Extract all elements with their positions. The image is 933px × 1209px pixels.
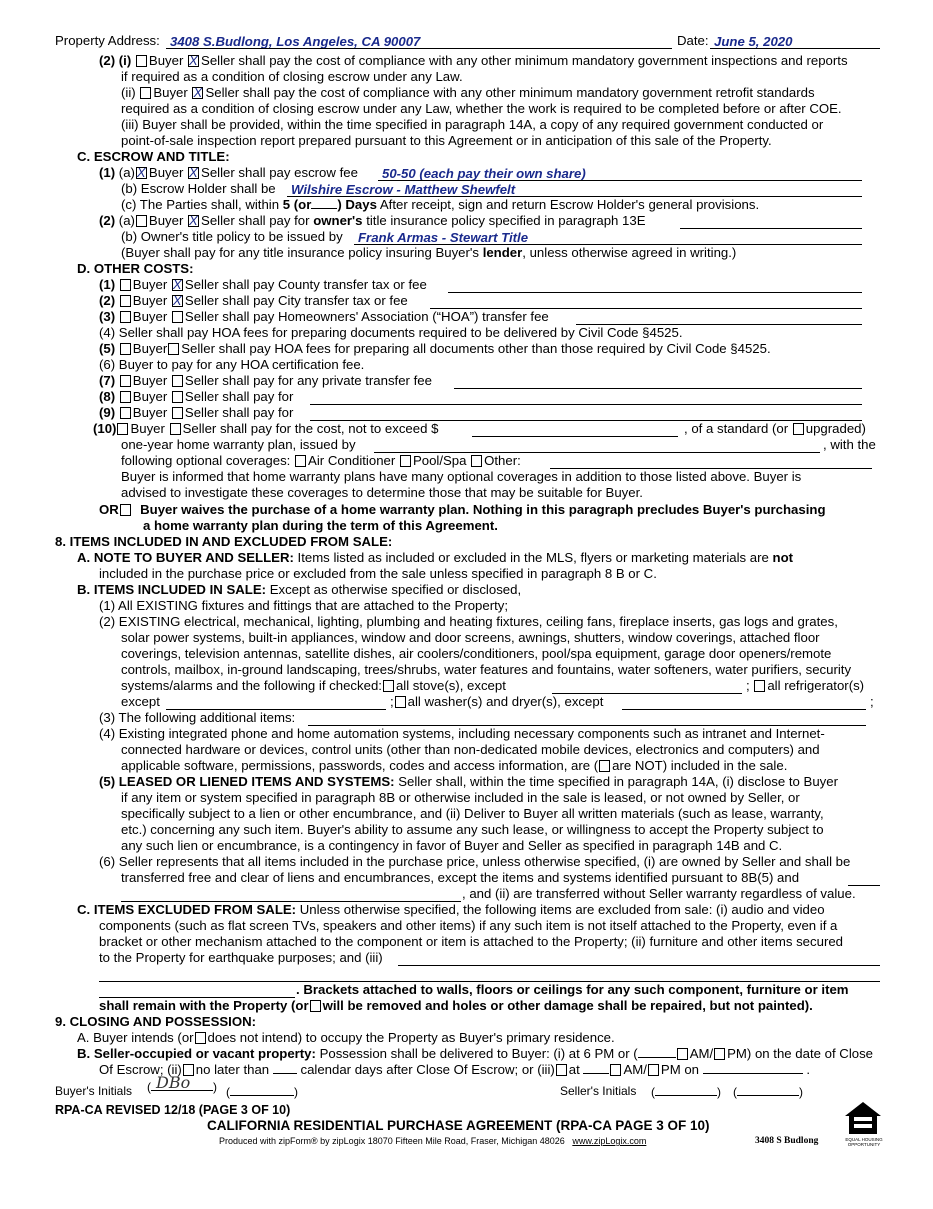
warranty-coverages-line: following optional coverages: Air Conditioner Pool/Spa Other: [121, 453, 521, 468]
other-costs-heading: D. OTHER COSTS: [77, 261, 194, 276]
date-value[interactable]: June 5, 2020 [714, 34, 793, 49]
warranty-amount-underline[interactable] [472, 436, 678, 437]
warranty-with-text: , with the [823, 437, 876, 452]
other-cost-8-underline [310, 404, 862, 405]
leased-l2: if any item or system specified in paragraph 8B or otherwise included in the sale is leased, or not owned by Seller, or [121, 790, 800, 805]
checkbox-waive-warranty[interactable] [120, 504, 131, 516]
checkbox-automation-not-included[interactable] [599, 760, 610, 772]
lender-policy-line: (Buyer shall pay for any title insurance policy insuring Buyer's lender, unless otherwise agreed in writing.) [121, 245, 737, 260]
leased-l5: any such lien or encumbrance, is a contingency in favor of Buyer and Seller as specified in paragraph 14B and C. [121, 838, 783, 853]
buyer-initials-field-2[interactable]: ( ) [226, 1085, 298, 1099]
possession-date-input[interactable] [703, 1062, 803, 1074]
refrigerators-text: ; all refrigerator(s) [746, 678, 865, 693]
checkbox-possession-am[interactable] [677, 1048, 688, 1060]
checkbox-air-conditioner[interactable] [295, 455, 306, 467]
address-value[interactable]: 3408 S.Budlong, Los Angeles, CA 90007 [170, 34, 421, 49]
represents-l3: , and (ii) are transferred without Seller warranty regardless of value. [462, 886, 856, 901]
warranty-info-line1: Buyer is informed that home warranty plans have many optional coverages in addition to those listed above. Buyer is [121, 469, 802, 484]
checkbox-seller-private-transfer[interactable] [172, 375, 183, 387]
checkbox-buyer-warranty[interactable] [117, 423, 128, 435]
form-id: RPA-CA REVISED 12/18 (PAGE 3 OF 10) [55, 1103, 291, 1117]
washers-except-underline[interactable] [622, 709, 866, 710]
buyer-initials-label: Buyer's Initials [55, 1084, 132, 1098]
title-issuer-value[interactable]: Frank Armas - Stewart Title [358, 230, 529, 245]
possession-time-input[interactable] [638, 1046, 676, 1058]
automation-l1: (4) Existing integrated phone and home automation systems, including necessary components such as intranet and Internet- [99, 726, 825, 741]
date-label: Date: [677, 33, 709, 48]
checkbox-seller-escrow-fee[interactable] [188, 167, 199, 179]
automation-l3: applicable software, permissions, passwords, codes and access information, are ( are NOT) included in the sale. [121, 758, 788, 773]
checkbox-buyer-hoa-transfer[interactable] [120, 311, 131, 323]
address-label: Property Address: [55, 33, 160, 48]
seller-initials-field-1[interactable]: ( ) [651, 1085, 721, 1099]
date-line [710, 48, 880, 49]
title-issuer-label: (b) Owner's title policy to be issued by [121, 229, 343, 244]
sec7b-line4: required as a condition of closing escrow under any Law, whether the work is required to be completed before or after COE. [121, 101, 842, 116]
checkbox-buyer-escrow-fee[interactable] [136, 167, 147, 179]
checkbox-seller-inspections[interactable] [188, 55, 199, 67]
automation-l2: connected hardware or devices, control units (other than non-dedicated mobile devices, electronics and computers) and [121, 742, 820, 757]
checkbox-brackets-removed[interactable] [310, 1000, 321, 1012]
included-fixtures: (1) All EXISTING fixtures and fittings that are attached to the Property; [99, 598, 509, 613]
note-line2: included in the purchase price or excluded from the sale unless specified in paragraph 8 B or C. [99, 566, 657, 581]
sec7b-line5: (iii) Buyer shall be provided, within the time specified in paragraph 14A, a copy of any required government conducted or [121, 117, 824, 132]
checkbox-stoves[interactable] [383, 680, 394, 692]
checkbox-buyer-city-tax[interactable] [120, 295, 131, 307]
other-cost-8-line: (8) Buyer Seller shall pay for [99, 389, 294, 404]
brackets-l2: shall remain with the Property (or will be removed and holes or other damage shall be repaired, but not painted). [99, 998, 813, 1013]
included-existing-l4: controls, mailbox, in-ground landscaping, trees/shrubs, water features and fountains, water softeners, water purifiers, security [121, 662, 852, 677]
included-existing-l3: coverings, television antennas, satellite dishes, air coolers/conditioners, pool/spa equipment, garage door openers/remote [121, 646, 832, 661]
hoa-other-docs-line: (5) Buyer Seller shall pay HOA fees for preparing all documents other than those required by Civil Code §4525. [99, 341, 771, 356]
escrow-days-input[interactable] [311, 197, 337, 209]
escrow-holder-value[interactable]: Wilshire Escrow - Matthew Shewfelt [291, 182, 516, 197]
checkbox-warranty-upgraded[interactable] [793, 423, 804, 435]
warranty-info-line2: advised to investigate these coverages to determine those that may be suitable for Buyer. [121, 485, 643, 500]
excluded-l3: bracket or other mechanism attached to the component or item is attached to the Property; (ii) furniture and other items secured [99, 934, 843, 949]
brackets-l1: . Brackets attached to walls, floors or ceilings for any such component, furniture or item [296, 982, 849, 997]
sec7b-line6: point-of-sale inspection report prepared pursuant to this Agreement or in anticipation of this sale of the Property. [121, 133, 772, 148]
checkbox-buyer-cost-9[interactable] [120, 407, 131, 419]
home-warranty-line: (10) Buyer Seller shall pay for the cost, not to exceed $ [93, 421, 439, 436]
note-line1: A. NOTE TO BUYER AND SELLER: Items listed as included or excluded in the MLS, flyers or marketing materials are not [77, 550, 794, 565]
checkbox-seller-city-tax[interactable] [172, 295, 183, 307]
county-tax-underline [448, 292, 862, 293]
produced-with: Produced with zipForm® by zipLogix 18070 Fifteen Mile Road, Fraser, Michigan 48026 www.zipLogix.com [219, 1136, 647, 1146]
included-existing-l1: (2) EXISTING electrical, mechanical, lighting, plumbing and heating fixtures, ceiling fans, fireplace inserts, gas logs and grates, [99, 614, 838, 629]
other-cost-9-line: (9) Buyer Seller shall pay for [99, 405, 294, 420]
checkbox-buyer-cost-8[interactable] [120, 391, 131, 403]
possession-l1: B. Seller-occupied or vacant property: Possession shall be delivered to Buyer: (i) at 6 PM or ( AM/ PM) on the date of Close [77, 1046, 874, 1061]
title-policy-underline [680, 228, 862, 229]
escrow-fee-value[interactable]: 50-50 (each pay their own share) [382, 166, 586, 181]
escrow-days-line: (c) The Parties shall, within 5 (or ) Days After receipt, sign and return Escrow Holder's general provisions. [121, 197, 760, 212]
occupancy-line: A. Buyer intends (or does not intend) to occupy the Property as Buyer's primary residence. [77, 1030, 615, 1045]
leased-l3: specifically subject to a lien or other encumbrance, and (ii) Deliver to Buyer all written materials (such as lease, warranty, [121, 806, 824, 821]
seller-initials-field-2[interactable]: ( ) [733, 1085, 803, 1099]
form-title: CALIFORNIA RESIDENTIAL PURCHASE AGREEMENT (RPA-CA PAGE 3 OF 10) [207, 1118, 710, 1133]
checkbox-washers-dryers[interactable] [395, 696, 406, 708]
checkbox-possession-date[interactable] [556, 1064, 567, 1076]
escrow-holder-label: (b) Escrow Holder shall be [121, 181, 276, 196]
washers-semicolon: ; [870, 694, 874, 709]
checkbox-not-occupy[interactable] [195, 1032, 206, 1044]
escrow-fee-line: (1) (a)X Buyer X Seller shall pay escrow fee [99, 165, 358, 181]
included-heading: B. ITEMS INCLUDED IN SALE: Except as otherwise specified or disclosed, [77, 582, 522, 597]
checkbox-seller-warranty[interactable] [170, 423, 181, 435]
refrigerators-except-label: except [121, 694, 160, 709]
represents-l2: transferred free and clear of liens and encumbrances, except the items and systems identified pursuant to 8B(5) and [121, 870, 800, 885]
checkbox-buyer-inspections[interactable] [136, 55, 147, 67]
excluded-underline-1[interactable] [398, 965, 880, 966]
checkbox-other-coverage[interactable] [471, 455, 482, 467]
buyer-initials-field-1[interactable]: ( ) [147, 1080, 217, 1094]
city-tax-line: (2) Buyer X Seller shall pay City transfer tax or fee [99, 293, 408, 309]
checkbox-seller-cost-9[interactable] [172, 407, 183, 419]
excluded-l1: C. ITEMS EXCLUDED FROM SALE: Unless otherwise specified, the following items are excluded from sale: (i) audio and video [77, 902, 825, 917]
checkbox-buyer-title-policy[interactable] [136, 215, 147, 227]
private-transfer-line: (7) Buyer Seller shall pay for any private transfer fee [99, 373, 432, 388]
address-line [166, 48, 672, 49]
section-9-heading: 9. CLOSING AND POSSESSION: [55, 1014, 257, 1029]
leased-l4: etc.) concerning any such item. Buyer's ability to assume any such lease, or willingness to accept the Property subject to [121, 822, 824, 837]
checkbox-refrigerators[interactable] [754, 680, 765, 692]
ziplogix-link[interactable]: www.zipLogix.com [572, 1136, 647, 1146]
checkbox-possession-am2[interactable] [610, 1064, 621, 1076]
equal-housing-text: EQUAL HOUSING OPPORTUNITY [845, 1137, 883, 1147]
excluded-l2: components (such as flat screen TVs, speakers and other items) if any such item is not itself attached to the Property, even if a [99, 918, 838, 933]
washers-text: ; all washer(s) and dryer(s), except [390, 694, 604, 709]
title-policy-line: (2) (a) Buyer X Seller shall pay for owner's title insurance policy specified in paragraph 13E [99, 213, 646, 229]
checkbox-seller-retrofit[interactable] [192, 87, 203, 99]
checkbox-buyer-private-transfer[interactable] [120, 375, 131, 387]
possession-days-input[interactable] [273, 1062, 297, 1074]
county-tax-line: (1) Buyer X Seller shall pay County transfer tax or fee [99, 277, 427, 293]
warranty-issuer-label: one-year home warranty plan, issued by [121, 437, 356, 452]
seller-initials-label: Seller's Initials [560, 1084, 637, 1098]
hoa-docs-line: (4) Seller shall pay HOA fees for preparing documents required to be delivered by Civil Code §4525. [99, 325, 683, 340]
included-existing-l2: solar power systems, built-in appliances, window and door screens, awnings, shutters, window coverings, attached floor [121, 630, 820, 645]
possession-at-time-input[interactable] [583, 1062, 609, 1074]
warranty-standard-text: , of a standard (or upgraded) [684, 421, 866, 436]
checkbox-seller-cost-8[interactable] [172, 391, 183, 403]
checkbox-pool-spa[interactable] [400, 455, 411, 467]
represents-l1: (6) Seller represents that all items included in the purchase price, unless otherwise specified, (i) are owned by Seller and shall be [99, 854, 851, 869]
private-transfer-underline [454, 388, 862, 389]
section-8-heading: 8. ITEMS INCLUDED IN AND EXCLUDED FROM SALE: [55, 534, 393, 549]
leased-l1: (5) LEASED OR LIENED ITEMS AND SYSTEMS: Seller shall, within the time specified in paragraph 14A, (i) disclose to Buyer [99, 774, 838, 789]
checkbox-buyer-retrofit[interactable] [140, 87, 151, 99]
warranty-waiver-line1: OR Buyer waives the purchase of a home warranty plan. Nothing in this paragraph precludes Buyer's purchasing [99, 502, 826, 517]
buyer-initials-value: DBo [156, 1073, 191, 1092]
warranty-waiver-line2: a home warranty plan during the term of this Agreement. [143, 518, 498, 533]
additional-items-label: (3) The following additional items: [99, 710, 296, 725]
hoa-cert-line: (6) Buyer to pay for any HOA certification fee. [99, 357, 365, 372]
checkbox-seller-hoa-transfer[interactable] [172, 311, 183, 323]
hoa-transfer-line: (3) Buyer Seller shall pay Homeowners' Association (“HOA”) transfer fee [99, 309, 549, 324]
checkbox-seller-hoa-other[interactable] [168, 343, 179, 355]
checkbox-seller-title-policy[interactable] [188, 215, 199, 227]
sec7b-line2: if required as a condition of closing escrow under any Law. [121, 69, 463, 84]
document-name: 3408 S Budlong [755, 1136, 819, 1146]
checkbox-possession-pm[interactable] [714, 1048, 725, 1060]
escrow-title-heading: C. ESCROW AND TITLE: [77, 149, 230, 164]
included-existing-l5: systems/alarms and the following if checked: all stove(s), except [121, 678, 506, 693]
checkbox-possession-pm2[interactable] [648, 1064, 659, 1076]
escrow-fee-underline [378, 180, 862, 181]
sec7b-line3: (ii) Buyer X Seller shall pay the cost of compliance with any other minimum mandatory government retrofit standards [121, 85, 815, 101]
excluded-l4: to the Property for earthquake purposes; and (iii) [99, 950, 383, 965]
checkbox-buyer-hoa-other[interactable] [120, 343, 131, 355]
possession-l2: Of Escrow; (ii) no later than calendar days after Close Of Escrow; or (iii) at AM/ PM on . [99, 1062, 811, 1077]
checkbox-seller-county-tax[interactable] [172, 279, 183, 291]
checkbox-buyer-county-tax[interactable] [120, 279, 131, 291]
sec7b-line1: (2) (i) Buyer X Seller shall pay the cost of compliance with any other minimum mandatory government inspections and reports [99, 53, 848, 69]
